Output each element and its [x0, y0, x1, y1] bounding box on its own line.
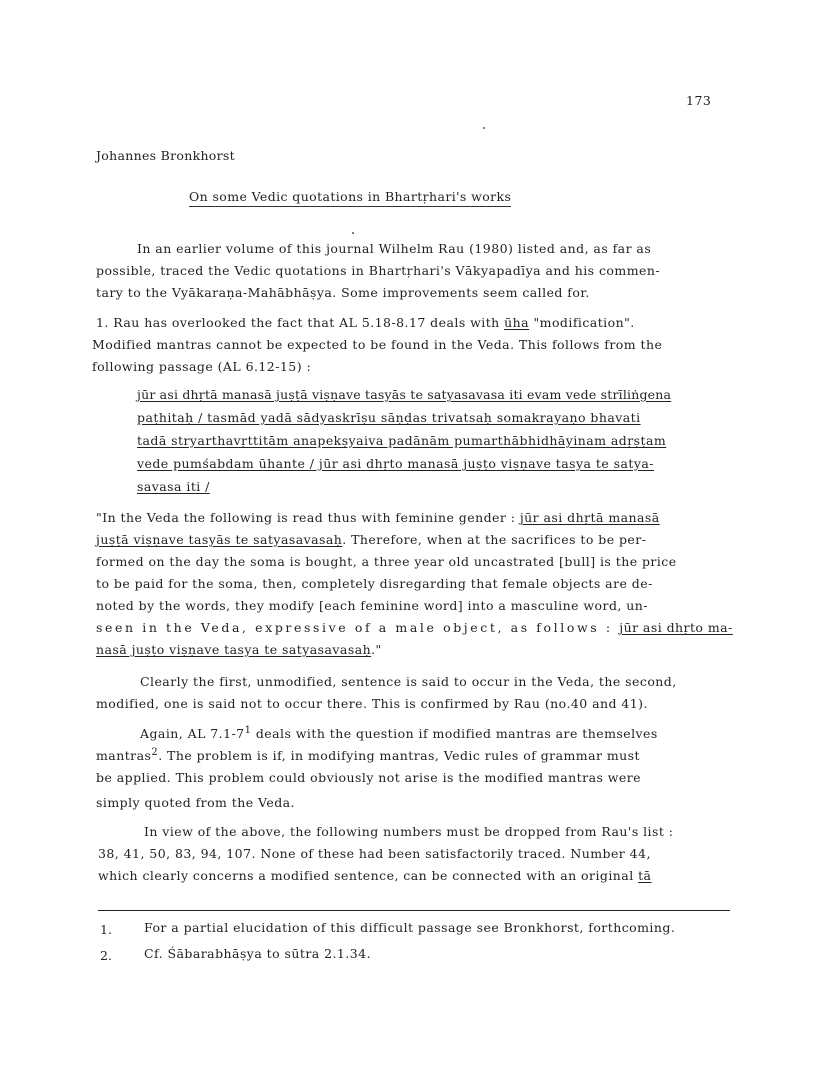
sanskrit-term: ūha	[504, 315, 530, 330]
sanskrit-term: nasā juṣṭo viṣṇave tasya te satyasavasaḥ	[96, 642, 372, 657]
text-run: which clearly concerns a modified sentence, can be connected with an original	[98, 868, 639, 883]
body-line: Clearly the first, unmodified, sentence is said to occur in the Veda, the second,	[140, 674, 677, 689]
body-line	[96, 510, 660, 526]
quotation-line: tadā stryarthavṛttitām anapekṣyaiva padānām pumarthābhidhāyinam adṛṣṭam	[137, 433, 667, 448]
sanskrit-term: jūr asi dhṛto ma-	[619, 620, 733, 635]
text-run: seen in the Veda, expressive of a male object, as follows :	[96, 620, 620, 635]
footnote-ref-1: 1	[244, 724, 252, 736]
sanskrit-term: juṣṭā viṣṇave tasyās te satyasavasaḥ	[96, 532, 343, 547]
footnote-number: 1.	[100, 922, 112, 937]
sanskrit-term: jūr asi dhṛtā manasā	[519, 510, 660, 525]
body-line	[140, 726, 658, 742]
page-number: 173	[686, 93, 712, 108]
text-run: deals with the question if modified mantras are themselves	[251, 726, 658, 741]
footnote-text: Cf. Śābarabhāṣya to sūtra 2.1.34.	[144, 946, 371, 961]
text-run: Again, AL 7.1-7	[140, 726, 245, 741]
article-title: On some Vedic quotations in Bhartṛhari's works	[189, 189, 511, 207]
body-line: Modified mantras cannot be expected to be found in the Veda. This follows from the	[92, 337, 663, 352]
body-line: In an earlier volume of this journal Wilhelm Rau (1980) listed and, as far as	[137, 241, 652, 256]
text-run: "modification".	[529, 315, 635, 330]
quotation-line: vede pumśabdam ūhante / jūr asi dhṛto manasā juṣṭo viṣṇave tasya te satya-	[137, 456, 654, 471]
body-line: to be paid for the soma, then, completely disregarding that female objects are de-	[96, 576, 653, 591]
body-line: In view of the above, the following numbers must be dropped from Rau's list :	[144, 824, 674, 839]
text-run: mantras	[96, 748, 152, 763]
body-line	[98, 868, 651, 884]
text-run: "In the Veda the following is read thus with feminine gender :	[96, 510, 520, 525]
body-line: be applied. This problem could obviously not arise is the modified mantras were	[96, 770, 642, 785]
quotation-line: jūr asi dhṛtā manasā juṣṭā viṣṇave tasyās te satyasavasa iti evam vede strīliṅgena	[137, 387, 672, 402]
sanskrit-term: tā	[638, 868, 652, 883]
body-line: 38, 41, 50, 83, 94, 107. None of these had been satisfactorily traced. Number 44,	[98, 846, 651, 861]
footnote-ref-2: 2	[151, 746, 159, 758]
body-line: formed on the day the soma is bought, a three year old uncastrated [bull] is the price	[96, 554, 677, 569]
body-line	[96, 315, 635, 331]
footnote-number: 2.	[100, 948, 112, 963]
footnote-text: For a partial elucidation of this difficult passage see Bronkhorst, forthcoming.	[144, 920, 676, 935]
text-run: . The problem is if, in modifying mantras, Vedic rules of grammar must	[158, 748, 640, 763]
body-line	[96, 532, 646, 548]
author-name: Johannes Bronkhorst	[96, 148, 235, 163]
body-line: tary to the Vyākaraṇa-Mahābhāṣya. Some improvements seem called for.	[96, 285, 590, 300]
body-line: simply quoted from the Veda.	[96, 795, 295, 810]
text-run: . Therefore, when at the sacrifices to be per-	[342, 532, 647, 547]
body-line: possible, traced the Vedic quotations in Bhartṛhari's Vākyapadīya and his commen-	[96, 263, 661, 278]
body-line: following passage (AL 6.12-15) :	[92, 359, 312, 374]
footnote-divider	[98, 910, 730, 911]
scan-speck	[483, 127, 485, 129]
quotation-line: savasa iti /	[137, 479, 210, 494]
body-line: noted by the words, they modify [each feminine word] into a masculine word, un-	[96, 598, 648, 613]
body-line	[96, 642, 382, 658]
text-run: 1. Rau has overlooked the fact that AL 5.18-8.17 deals with	[96, 315, 505, 330]
body-line	[96, 748, 640, 764]
quotation-line: paṭhitaḥ / tasmād yadā sādyaskrīṣu sāṇḍas trivatsaḥ somakrayaṇo bhavati	[137, 410, 641, 425]
body-line: modified, one is said not to occur there. This is confirmed by Rau (no.40 and 41).	[96, 696, 648, 711]
body-line	[96, 620, 733, 636]
scan-speck	[352, 232, 354, 234]
text-run: ."	[371, 642, 382, 657]
